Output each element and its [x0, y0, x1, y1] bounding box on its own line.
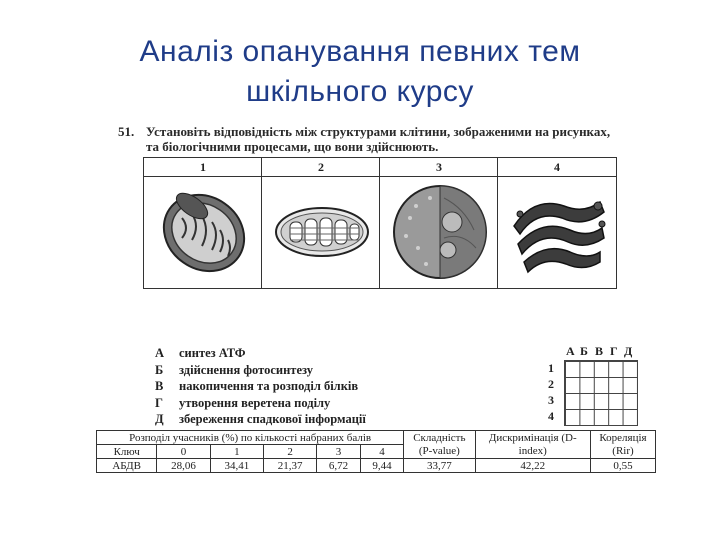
figure-label-1: 1	[144, 158, 262, 177]
grid-col-label: Б	[580, 344, 588, 358]
option-text: накопичення та розподіл білків	[179, 379, 359, 393]
figure-label-3: 3	[380, 158, 498, 177]
slide-title	[0, 32, 720, 112]
distribution-header: Розподіл учасників (%) по кількості набраних балів	[97, 431, 404, 445]
percent-cell: 21,37	[263, 459, 316, 473]
option-text: здійснення фотосинтезу	[179, 362, 313, 377]
grid-col-label: Д	[624, 344, 633, 358]
golgi-apparatus-image	[508, 178, 608, 284]
discrimination-value: 42,22	[475, 459, 590, 473]
title-line-1: Аналіз опанування певних тем	[139, 35, 581, 68]
option-text: збереження спадкової інформації	[179, 412, 366, 426]
difficulty-header-2: (P-value)	[404, 445, 475, 459]
table-row	[97, 445, 656, 459]
option-letter: Д	[155, 412, 164, 426]
question-text: Установіть відповідність між структурами клітини, зображеними на рисунках, та біологічними процесами, що вони здійснюють.	[146, 124, 611, 154]
points-cell: 0	[157, 445, 210, 459]
points-cell: 3	[317, 445, 360, 459]
option-letter: Б	[155, 362, 164, 377]
figure-divider	[497, 158, 498, 288]
grid-row-label: 2	[548, 377, 554, 391]
correlation-value: 0,55	[590, 459, 655, 473]
grid-col-label: Г	[610, 344, 618, 358]
discrimination-header-2: index)	[475, 445, 590, 459]
option-text: утворення веретена поділу	[179, 395, 331, 410]
answer-cells[interactable]	[564, 360, 638, 426]
correlation-header-1: Кореляція	[590, 431, 655, 445]
grid-col-label: В	[595, 344, 604, 358]
nucleus-image	[390, 178, 490, 284]
table-row	[97, 431, 656, 445]
grid-row-label: 1	[548, 361, 554, 375]
figure-table	[143, 157, 617, 289]
points-cell: 4	[360, 445, 403, 459]
points-cell: 2	[263, 445, 316, 459]
key-value: АБДВ	[97, 459, 157, 473]
percent-cell: 34,41	[210, 459, 263, 473]
table-row	[97, 459, 656, 473]
discrimination-header-1: Дискримінація (D-	[475, 431, 590, 445]
grid-row-label: 3	[548, 393, 554, 407]
difficulty-header-1: Складність	[404, 431, 475, 445]
chloroplast-image	[272, 178, 372, 284]
question-number: 51.	[118, 124, 135, 139]
figure-divider	[379, 158, 380, 288]
points-cell: 1	[210, 445, 263, 459]
grid-col-label: А	[566, 344, 575, 358]
option-letter: В	[155, 379, 164, 393]
option-letter: А	[155, 346, 165, 360]
percent-cell: 28,06	[157, 459, 210, 473]
option-text: синтез АТФ	[179, 346, 246, 360]
option-letter: Г	[155, 395, 163, 410]
difficulty-value: 33,77	[404, 459, 475, 473]
figure-divider	[261, 158, 262, 288]
figure-label-2: 2	[262, 158, 380, 177]
percent-cell: 6,72	[317, 459, 360, 473]
statistics-table	[96, 430, 656, 473]
title-line-2: шкільного курсу	[246, 75, 474, 108]
grid-row-label: 4	[548, 409, 554, 423]
figure-label-4: 4	[498, 158, 616, 177]
mitochondrion-image	[154, 178, 254, 284]
correlation-header-2: (Rir)	[590, 445, 655, 459]
key-label: Ключ	[97, 445, 157, 459]
percent-cell: 9,44	[360, 459, 403, 473]
